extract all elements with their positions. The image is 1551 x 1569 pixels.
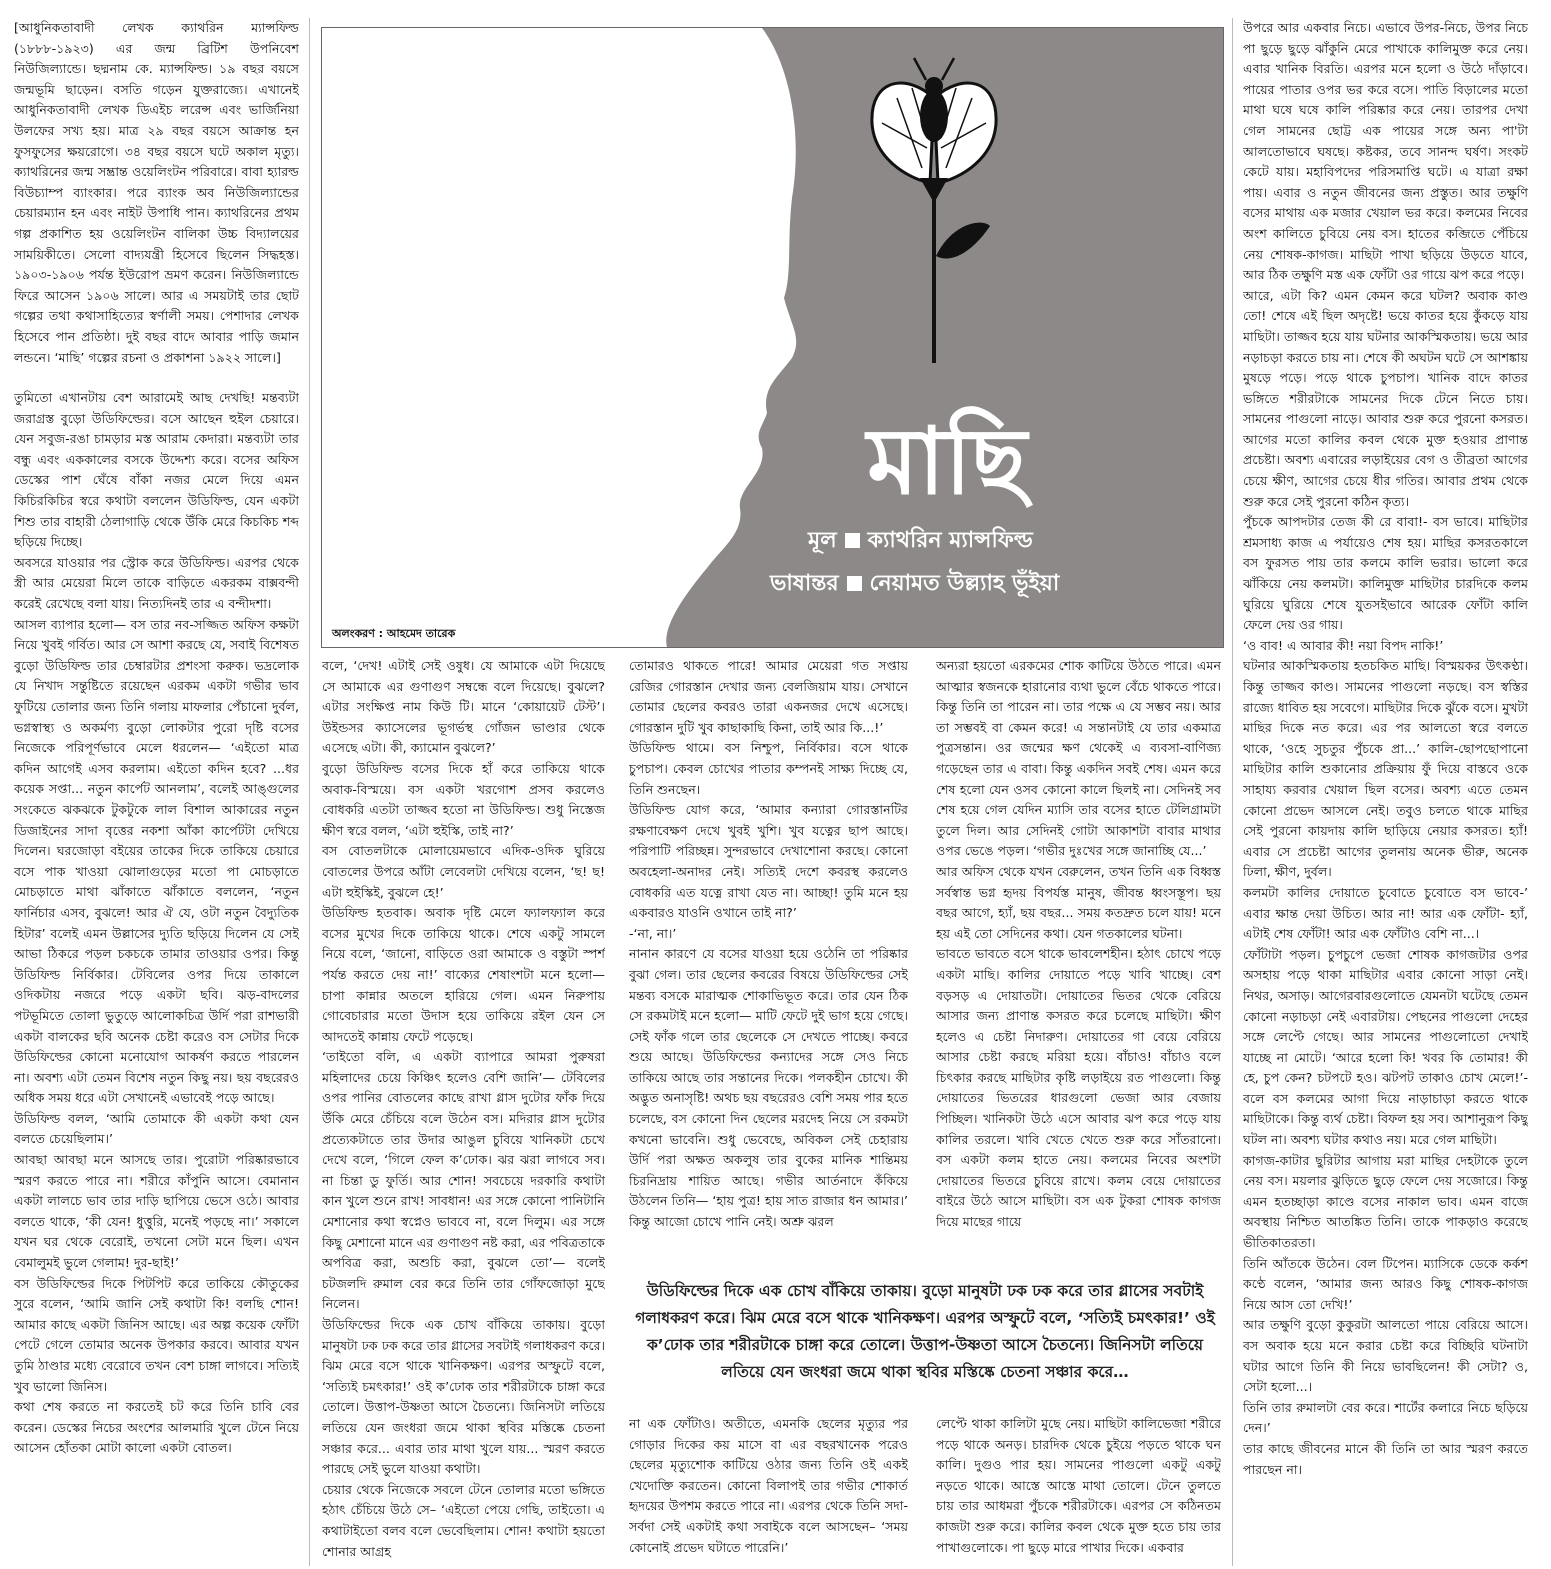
article-title: মাছি [867,407,1027,515]
translator-credit [770,566,1224,603]
column-1 [14,18,299,1566]
story-paragraph: উডিফিল্ডের দিকে এক চোখ বাঁকিয়ে তাকায়। বুড়ো মানুষটা ঢক ঢক করে তার গ্লাসের সবটাই গলাধকরণ করে। ঝিম মেরে বসে থাকে খানিকক্ষণ। এরপর অস্ফুটে বলে, ‘সত্যিই চমৎকার!’ ওই ক’ঢোক তার শরীরটাকে চাঙ্গা করে তোলে। উত্তাপ-উষ্ণতা আসে চৈতন্যে। জিনিসটা লতিয়ে লতিয়ে যেন জংধরা জমে থাকা স্থবির মস্তিষ্কে চেতনা সঞ্চার করে... এবার তার মাথা খুলে যায়... স্মরণ করতে পারছে সেই ভুলে যাওয়া কথাটা। [322,1317,605,1477]
story-paragraph: কথা শেষ করতে না করতেই চট করে তিনি চাবি বের করেন। ডেস্কের নিচের অংশের আলমারি খুলে টেনে নিয়ে আসেন হোঁতকা মোটা কালো একটা বোতল। [14,1399,299,1456]
column-2 [322,656,605,1566]
story-paragraph: চেয়ার থেকে নিজেকে সবলে টেনে তোলার মতো ভঙ্গিতে হঠাৎ চেঁচিয়ে উঠে সে– ‘এইতো পেয়ে গেছি, তাইতো। এ কথাটাইতো বলব বলে ভেবেছিলাম। শোন! কথাটা হয়তো শোনার আগ্রহ [322,1481,605,1559]
story-paragraph: বুড়ো উডিফিল্ড বসের দিকে হাঁ করে তাকিয়ে থাকে অবাক-বিস্ময়ে। বস একটা খরগোশ প্রসব করলেও বোধকরি এতটা তাজ্জব হতো না উডিফিল্ড। শুধু নিস্তেজ ক্ষীণ স্বরে বলল, ‘এটা হুইস্কি, তাই না?’ [322,760,605,838]
story-paragraph: উডিফিল্ড যোগ করে, ‘আমার কন্যারা গোরস্তানটির রক্ষণাবেক্ষণ দেখে খুবই খুশি। খুব যত্নের ছাপ আছে। পরিপাটি পরিচ্ছন্ন। সুন্দরভাবে দেখাশোনা করছে। কোনো অবহেলা-অনাদর নেই। সত্যিই দেশে কবরস্থ করলেও বোধকরি এত যত্নে রাখা যেত না। আচ্ছা! তুমি মনে হয় একবারও যাওনি ওখানে তাই না?’ [629,802,908,921]
flower-leaf [936,223,990,259]
credit-label: মূল [808,528,837,553]
story-paragraph: কলমটা কালির দোয়াতে চুবোতে চুবোতে বস ভাবে-’ এবার ক্ষান্ত দেয়া উচিত। আর না! আর এক ফোঁটা- হ্যাঁ, এটাই শেষ ফোঁটা! আর এক ফোঁটাও বেশি না...। [1243,884,1528,942]
intro-paragraph: [আধুনিকতাবাদী লেখক ক্যাথরিন ম্যান্সফিল্ড (১৮৮৮-১৯২৩) এর জন্ম ব্রিটিশ উপনিবেশ নিউজিল্যান্ডে। ছদ্মনাম কে. ম্যান্সফিল্ড। ১৯ বছর বয়সে জন্মভূমি ছাড়েন। বসতি গড়েন যুক্তরাজ্যে। এখানেই আধুনিকতাবাদী লেখক ডিএইচ লরেন্স এবং ভার্জিনিয়া উলফের সখ্য হয়। মাত্র ২৯ বছর বয়সে আক্রান্ত হন ফুসফুসের ক্ষয়রোগে। ৩৪ বছর বয়সে ঘটে অকাল মৃত্যু। ক্যাথরিনের জন্ম সম্ভ্রান্ত ওয়েলিংটন পরিবারে। বাবা হ্যারল্ড বিউচ্যাম্প ব্যাংকার। পরে ব্যাংক অব নিউজিল্যান্ডের চেয়ারম্যান হন এবং নাইট উপাধি পান। ক্যাথরিনের প্রথম গল্প প্রকাশিত হয় ওয়েলিংটন বালিকা উচ্চ বিদ্যালয়ের সাময়িকীতে। সেলো বাদ্যযন্ত্রী হিসেবে ছিলেন সিদ্ধহস্ত। ১৯০৩-১৯০৬ পর্যন্ত ইউরোপ ভ্রমণ করেন। নিউজিল্যান্ডে ফিরে আসেন ১৯০৬ সালে। আর এ সময়টাই তার ছোট গল্পের তথা কথাসাহিত্যের স্বর্ণালী সময়। পেশাদার লেখক হিসেবে পান প্রতিষ্ঠা। দুই বছর বাদে আবার পাড়ি জমান লন্ডনে। ‘মাছি’ গল্পের রচনা ও প্রকাশনা ১৯২২ সালে।] [14,20,299,365]
story-paragraph: ভাবতে ভাবতে বসে থাকে ভাবলেশহীন। হঠাৎ চোখে পড়ে একটা মাছি। কালির দোয়াতে পড়ে খাবি খাচ্ছে। বেশ বড়সড় এ দোয়াতটা। দোয়াতের ভিতর থেকে বেরিয়ে আসার জন্য প্রাণান্ত কসরত করে চলেছে মাছিটা। ক্ষীণ হলেও এ চেষ্টা নিদারুণ। দোয়াতের গা বেয়ে বেরিয়ে আসার চেষ্টা করছে মরিয়া হয়ে। বাঁচাও! বাঁচাও বলে চিৎকার করছে মাছিটার কৃষ্টি লড়াইয়ে রত পাগুলো। কিন্তু দোয়াতের ভিতরের ধারগুলো ভেজা আর বেজায় পিচ্ছিল। খানিকটা উঠে এসে আবার ঝপ করে পড়ে যায় কালির তরলে। খাবি খেতে খেতে শুরু করে সাঁতরানো। বস একটা কলম হাতে নেয়। কলমের নিবের অংশটা দোয়াতের ভিতরে চুবিয়ে রাখে। কলম বেয়ে দোয়াতের বাইরে উঠে আসে মাছিটা। বস এক টুকরা শোষক কাগজ দিয়ে মাছের গায়ে [936,946,1221,1230]
story-paragraph: আরে, এটা কি? এমন কেমন করে ঘটল? অবাক কাণ্ড তো! শেষে এই ছিল অদৃষ্টে! ভয়ে কাতর হয়ে কুঁকড়ে যায় মাছিটা। তাজ্জব হয়ে যায় ঘটনার আকস্মিকতায়। ভয়ে আর নড়াচড়া করতে চায় না। শেষে কী অঘটন ঘটে সে আশঙ্কায় মুষড়ে পড়ে। পড়ে থাকে চুপচাপ। খানিক বাদে কাতর ভঙ্গিতে শরীরটাকে সামনের দিকে টেনে নিতে চায়। সামনের পাগুলো নাড়ে। আবার শুরু করে পুরনো কসরত। আগের মতো কালির কবল থেকে মুক্ত হওয়ার প্রাণান্ত প্রচেষ্টা। অবশ্য এবারের লড়াইয়ের বেগ ও তীব্রতা আগের চেয়ে ক্ষীণ, আগের চেয়ে ধীর গতির। আবার প্রথম থেকে শুরু করে সেই পুরনো কঠিন কৃত্য। [1243,287,1528,509]
story-paragraph: তুমিতো এখানটায় বেশ আরামেই আছ দেখছি! মন্তব্যটা জরাগ্রস্ত বুড়ো উডিফিল্ডের। বসে আছেন হুইল চেয়ারে। যেন সবুজ-রঙা চামড়ার মস্ত আরাম কেদারা। মন্তব্যটা তার বন্ধু এবং এককালের বসকে উদ্দেশ্য করে। বসের অফিস ডেস্কের পাশ ঘেঁষে বাঁকা নজর মেলে দিয়ে এমন কিচিরকিচির স্বরে কথাটা বললেন উডিফিল্ড, যেন একটা শিশু তার বাহারী ঠেলাগাড়ি থেকে উঁকি মেরে কিচকিচ শব্দ ছড়িয়ে দিচ্ছে। [14,390,299,550]
column-divider [309,18,310,1566]
story-paragraph: বস উডিফিল্ডের দিকে পিটপিট করে তাকিয়ে কৌতুকের সুরে বলেন, ‘আমি জানি সেই কথাটা কি! বলছি শোন! আমার কাছে একটা জিনিস আছে। এর অল্প কয়েক ফোঁটা পেটে গেলে তোমার অনেক উপকার করবে। আবার যখন তুমি ঠাণ্ডার মধ্যে বেরোবে তখন বেশ চাঙ্গা লাগবে। সত্যিই খুব ভালো জিনিস। [14,1275,299,1394]
column-divider [1232,18,1233,1566]
story-paragraph: অবসরে যাওয়ার পর স্ট্রোক করে উডিফিল্ড। এরপর থেকে স্ত্রী আর মেয়েরা মিলে তাকে বাড়িতে একরকম বাক্সবন্দী করেই রেখেছে বলা যায়। নিত্যদিনই তার এ বন্দীদশা। [14,554,299,612]
illustration-credit: অলংকরণ : আহমেদ তারেক [332,627,456,640]
story-paragraph: ‘তাইতো বলি, এ একটা ব্যাপারে আমরা পুরুষরা মহিলাদের চেয়ে কিঞ্চিৎ হলেও বেশি জানি’— টেবিলের ওপর পানির বোতলের কাছে রাখা গ্লাস দুটোর ফাঁক দিয়ে উঁকি মেরে চেঁচিয়ে বলে উঠেন বস। মদিরার গ্লাস দুটোর প্রত্যেকটাতে তার উদার আঙুল চুবিয়ে খানিকটা চেখে দেখে বলে, ‘গিলে ফেল ক’ঢোক। ঝর ঝরা লাগবে সব। না চিন্তা ডু ফুর্তি। আর শোন! সবচেয়ে দরকারি কথাটা কান খুলে শুনে রাখ! সাবধান! এর সঙ্গে কোনো পানিটানি মেশানোর কথা স্বপ্নেও ভাববে না, বলে দিলুম। এর সঙ্গে কিছু মেশানো মানে এর গুণাগুণ নষ্ট করা, এর পবিত্রতাকে অপবিত্র করা, অশুচি করা, বুঝলে তো’— বলেই চটজলদি রুমাল বের করে তিনি তার গোঁফজোড়া মুছে নিলেন। [322,1049,605,1312]
story-paragraph: ঘটনার আকস্মিকতায় হতচকিত মাছি। বিস্ময়কর উৎকণ্ঠা। কিন্তু তাজ্জব কাণ্ড। সামনের পাগুলো নড়ছে। বস স্বস্তির রাজ্যে ধাবিত হয় সবেগে। মাছিটার দিকে ঝুঁকে বসে। মুখটা মাছির দিকে নত করে। এর পর আলতো স্বরে বলতে থাকে, ‘ওহে সুচতুর পুঁচকে প্রা...’ কালি-ছোপছোপানো মাছিটার কালি শুকানোর প্রক্রিয়ায় ফুঁ দিয়ে বাস্তবে ওকে সাহায্য করবার খেয়াল ছিল বসের। অবশ্য এতে তেমন কোনো প্রভেদ আসলে নেই। তবুও চলতে থাকে মাছির সেই পুরনো কায়দায় কালি ছাড়িয়ে নেয়ার কসরত। হ্যাঁ! এবার সে প্রচেষ্টা আগের তুলনায় অনেক ভীরু, অনেক ঢিলা, ক্ষীণ, দুর্বল। [1243,658,1528,880]
story-paragraph: কাগজ-কাটার ছুরিটার আগায় মরা মাছির দেহটাকে তুলে নেয় বস। ময়লার ঝুড়িতে ছুড়ে ফেলে দেয় সজোরে। কিন্তু এমন হতচ্ছাড়া কাণ্ডে বসের নাকাল ভাব। এমন বাজে অবস্থায় নিশ্চিত আতঙ্কিত তিনি। তাকে পাকড়াও করেছে ভীতিকাতরতা। [1243,1152,1528,1251]
story-paragraph: উডিফিল্ড থামে। বস নিশ্চুপ, নির্বিকার। বসে থাকে চুপচাপ। কেবল চোখের পাতার কম্পনই সাক্ষ্য দিচ্ছে যে, তিনি শুনছেন। [629,740,908,797]
story-paragraph: আবছা আবছা মনে আসছে তার। পুরোটা পরিষ্কারভাবে স্মরণ করতে পারে না। শরীরে কাঁপুনি আসে। বেমানান একটা লালচে ভাব তার দাড়ি ছাপিয়ে ভেসে ওঠে। আবার বলতে থাকে, ‘কী যেন! ধুত্তুরি, মনেই পড়ছে না।’ সকালে যখন ঘর থেকে বেরোই, তখনো সেটা মনে ছিল। এখন বেমালুমই ভুলে গেলাম! দুর-ছাই!’ [14,1152,299,1271]
story-paragraph: ‘ও বাব! এ আবার কী! নয়া বিপদ নাকি!’ [1243,637,1444,653]
credit-label: ভাষান্তর [770,571,839,596]
story-paragraph: ফোঁটাটা পড়ল। চুপচুপে ভেজা শোষক কাগজটার ওপর অসহায় পড়ে থাকা মাছিটার এবার কোনো সাড়া নেই। নিথর, অসাড়। আগেরবারগুলোতে যেমনটা ঘটেছে তেমন কোনো নড়াচড়া নেই এবারটায়। পেছনের পাগুলো দেহের সঙ্গে লেপ্টে গেছে। আর সামনের পাগুলোতো দেখাই যাচ্ছে না মোটে। ‘আরে হলো কি! খবর কি তোমার! কী হে, চুপ কেন? চটপটে হও। ঝটপট তাকাও চোখ মেলে!’- বলে বস কলমের আগা দিয়ে নাড়াচাড়া করতে থাকে মাছিটাকে। কিন্তু ব্যর্থ চেষ্টা। বিফল হয় সব। আশানুরূপ কিছু ঘটল না। অবশ্য ঘটার কথাও নয়। মরে গেল মাছিটা। [1243,946,1528,1148]
story-paragraph: বস বোতলটাকে মোলায়েমভাবে এদিক-ওদিক ঘুরিয়ে বোতলের উপরে আঁটা লেবেলটা দেখিয়ে বলেন, ‘ছ! ছ! এটা হুইস্কিই, বুঝলে হে!’ [322,843,605,900]
pull-quote: উডিফিল্ডের দিকে এক চোখ বাঁকিয়ে তাকায়। বুড়ো মানুষটা ঢক ঢক করে তার গ্লাসের সবটাই গলাধকরণ করে। ঝিম মেরে বসে থাকে খানিকক্ষণ। এরপর অস্ফুটে বলে, ‘সত্যিই চমৎকার!’ ওই ক’ঢোক তার শরীরটাকে চাঙ্গা করে তোলে। উত্তাপ-উষ্ণতা আসে চৈতন্যে। জিনিসটা লতিয়ে লতিয়ে যেন জংধরা জমে থাকা স্থবির মস্তিষ্কে চেতনা সঞ্চার করে… [635,1282,1215,1381]
story-paragraph: তিনি তার রুমালটা বের করে। শার্টের কলারে নিচে ছড়িয়ে দেন।’ [1243,1399,1528,1436]
hero-illustration [321,27,1224,648]
story-paragraph: উডিফিল্ড হতবাক। অবাক দৃষ্টি মেলে ফ্যালফ্যাল করে বসের মুখের দিকে তাকিয়ে থাকে। শেষে একটু সামলে নিয়ে বলে, ‘জানো, বাড়িতে ওরা আমাকে ও বস্তুটা স্পর্শ পর্যন্ত করতে দেয় না!’ বাক্যের শেষাংশটা মনে হলো— চাপা কান্নার অতলে হারিয়ে গেল। এমন নিরুপায় গোবেচারার মতো উদাস হয়ে তাকিয়ে রইল যেন সে আদতেই কান্নায় ফেটে পড়েছে। [322,905,605,1044]
story-paragraph: না এক ফোঁটাও। অতীতে, এমনকি ছেলের মৃত্যুর পর গোড়ার দিকের কয় মাসে বা এর বছরখানেক পরেও ছেলের মৃত্যুশোক কাটিয়ে ওঠার জন্য তিনি ওই একই খেদোক্তি করতেন। কোনো বিলাপই তার গভীর শোকার্ত হৃদয়ের উপশম করতে পারে না। এরপর থেকে তিনি সদা-সর্বদা সেই একটাই কথা সবাইকে বলে আসছেন– ‘সময় কোনোই প্রভেদ ঘটাতে পারেনি।’ [629,1416,908,1555]
column-3-bottom-right [936,1414,1221,1566]
column-3 [629,656,1221,1566]
square-bullet-icon [847,576,862,591]
story-paragraph: আসল ব্যাপার হলো— বস তার নব-সজ্জিত অফিস কক্ষটা নিয়ে খুবই গর্বিত। আর সে আশা করছে যে, সবাই বিশেষত বুড়ো উডিফিল্ড তার চেম্বারটার প্রশংসা করুক। ভদ্রলোক যে নিখাদ সন্তুষ্টিতে রয়েছেন এরকম একটা গভীর ভাব ফুটিয়ে তোলার জন্য তিনি গলায় মাফলার পেঁচানো দুর্বল, ভগ্নস্বাস্থ্য ও অকর্মণ্য বুড়ো লোকটার পুরো দৃষ্টি বসের নিজেকে পরিপূর্ণভাবে মেলে ধরলেন— ‘এইতো মাত্র কদিন আগেই এসব করলাম। এইতো কদিন হবে? ...ধর কয়েক সপ্তা... নতুন কার্পেট আনলাম’, বলেই আঙ্গুলের সংকেতে ঝকঝকে টুকটুকে লাল বিশাল আকারের নতুন ডিজাইনের সাদা বৃত্তের নকশা আঁকা কার্পেটটা দেখিয়ে দিলেন। ঘরজোড়া বইয়ের তাকের দিকে তাকিয়ে চেয়ারে বসে পাক খাওয়া ঝোলাগুড়ের মতো পা মোচড়াতে মোচড়াতে মাথা ঝাঁকাতে ঝাঁকাতে বললেন, ‘নতুন ফার্নিচার এসব, বুঝলে! আর ঐ যে, ওটা নতুন বৈদ্যুতিক হিটার’ বলেই এমন উল্লাসের দ্যুতি ছড়িয়ে দিলেন যে সেই আভা ঠিকরে পড়ল চকচকে তামার তাওয়ার ওপর। কিন্তু উডিফিল্ড নির্বিকার। টেবিলের ওপর দিয়ে তাকালে ওদিকটায় নজরে পড়ে একটা ছবি। ঝড়-বাদলের পটভূমিতে তোলা ভুতুড়ে আলোকচিত্র উর্দি পরা রাশভারী একটা বালকের ছবি অনেক চেষ্টা করেও বস সেটার দিকে উডিফিল্ডের কোনো মনোযোগ আকর্ষণ করতে পারলেন না। অবশ্য এটা তেমন বিশেষ নতুন কিছু নয়। ছয় বছরেরও অধিক সময় ধরে এটা সেখানেই এভাবেই পড়ে আছে। [14,616,299,1106]
story-paragraph: উডিফিল্ড বলল, ‘আমি তোমাকে কী একটা কথা যেন বলতে চেয়েছিলাম।’ [14,1110,299,1147]
original-author-credit [808,523,1224,560]
story-paragraph: তোমারও থাকতে পারে! আমার মেয়েরা গত সপ্তায় রেজির গোরস্তান দেখার জন্য বেলজিয়াম যায়। সেখানে তোমার ছেলের কবরও তারা একনজর দেখে এসেছে। গোরস্তান দুটি খুব কাছাকাছি কিনা, তাই আর কি...!’ [629,658,908,735]
story-paragraph: অন্যরা হয়তো এরকমের শোক কাটিয়ে উঠতে পারে। এমন আত্মার স্বজনকে হারানোর ব্যথা ভুলে বেঁচে থাকতে পারে। কিন্তু তিনি তা পারেন না। তার পক্ষে এ যে সম্ভব নয়। আর তা সম্ভবই বা কেমন করে! এ সন্তানটাই যে তার একমাত্র পুত্রসন্তান। ওর জন্মের ক্ষণ থেকেই এ ব্যবসা-বাণিজ্য গড়েছেন তার এ বাবা। কিন্তু একদিন সবই শেষ। এমন করে শেষ হলো যেন ওসব কোনো কালে ছিলই না। সেদিনই সব শেষ হয়ে গেল যেদিন ম্যাসি তার বসের হাতে টেলিগ্রামটা তুলে দিল। আর সেদিনই গোটা আকাশটা বাবার মাথার ওপর ভেঙে পড়ল। ‘গভীর দুঃখের সঙ্গে জানাচ্ছি যে...’ [936,658,1221,859]
story-paragraph: আর অফিস থেকে যখন বেরুলেন, তখন তিনি এক বিধ্বস্ত সর্বস্বান্ত ভগ্ন হৃদয় বিপর্যস্ত মানুষ, জীবন্ত ধ্বংসস্তূপ। ছয় বছর আগে, হ্যাঁ, ছয় বছর... সময় কতদ্রুত চলে যায়! মনে হয় এই তো সেদিনের কথা। যেন গতকালের ঘটনা। [936,863,1221,941]
story-paragraph: পুঁচকে আপদটার তেজ কী রে বাবা!- বস ভাবে। মাছিটার শ্রমসাধ্য কাজ এ পর্যায়েও শেষ হয়। মাছির কসরতকালে বস ফুরসত পায় তার কলমে কালি ভরার। ভালো করে ঝাঁকিয়ে নেয় কলমটা। কালিমুক্ত মাছিটার চারদিকে কলম ঘুরিয়ে ঘুরিয়ে শেষে যুতসইভাবে আরেক ফোঁটা কালি ফেলে দেয় ওর গায়। [1243,514,1528,633]
translator-name: নেয়ামত উল্ল্যাহ ভূঁইয়া [869,571,1060,596]
story-paragraph: উপরে আর একবার নিচে। এভাবে উপর-নিচে, উপর নিচে পা ছুড়ে ছুড়ে ঝাঁকুনি মেরে পাখাকে কালিমুক্ত করে নেয়। এবার খানিক বিরতি। এরপর মনে হলো ও উঠে দাঁড়াবে। পায়ের পাতার ওপর ভর করে বসে। পাতি বিড়ালের মতো মাথা ঘষে ঘষে কালি পরিষ্কার করে নেয়। তারপর দেখা গেল সামনের ছোট্ট এক পায়ের সঙ্গে অন্য পা'টা আলতোভাবে ঘষছে। কষ্টকর, তবে সানন্দ ঘর্ষণ। সংকট কেটে যায়। মহাবিপদের পরিসমাপ্তি ঘটে। এ যাত্রা রক্ষা পায়। এবার ও নতুন জীবনের জন্য প্রস্তুত। আর তক্ষুণি বসের মাথায় এক মজার খেয়াল ভর করে। কলমের নিবের অংশ কালিতে চুবিয়ে নেয় বস। হাতের কব্জিতে পেঁচিয়ে নেয় শোষক-কাগজ। মাছিটা পাখা ছড়িয়ে উড়তে যাবে, আর ঠিক তক্ষুণি মস্ত এক ফোঁটা ওর গায়ে ঝপ করে পড়ে। [1243,20,1528,283]
column-3-right [936,656,1221,1266]
story-paragraph: নানান কারণে যে বসের যাওয়া হয়ে ওঠেনি তা পরিষ্কার বুঝা গেল। তার ছেলের কবরের বিষয়ে উডিফিল্ডের সেই মন্তব্য বসকে মারাত্মক শোকাভিভূত করে। তার যেন ঠিক সে রকমটাই মনে হলো— মাটি ফেটে দুই ভাগ হয়ে গেছে। সেই ফাঁক গলে তার ছেলেকে সে দেখতে পাচ্ছে। কবরে শুয়ে আছে। উডিফিল্ডের কন্যাদের সঙ্গে সেও নিচে তাকিয়ে আছে তার সন্তানের দিকে। পলকহীন চোখে। কী অদ্ভুত অনাসৃষ্টি! অথচ ছয় বছরেরও বেশি সময় পার হতে চলেছে, বস কোনো দিন ছেলের মরদেহ নিয়ে সে রকমটা কখনো ভাবেনি। শুধু ভেবেছে, অবিকল সেই চেহারায় উর্দি পরা অক্ষত অকলুষ তার বুকের মানিক শান্তিময় চিরনিদ্রায় শায়িত আছে। গভীর আর্তনাদে কঁকিয়ে উঠলেন তিনি— ‘হায় পুত্র! হায় সাত রাজার ধন আমার।’ কিন্তু আজো চোখে পানি নেই। অশ্রু ঝরল [629,946,908,1230]
story-paragraph: -‘না, না।’ [629,925,677,941]
head-silhouette [322,28,796,647]
story-paragraph: লেপ্টে থাকা কালিটা মুছে নেয়। মাছিটা কালিভেজা শরীরে পড়ে থাকে অনড়। চারদিক থেকে চুইয়ে পড়তে থাকে ঘন কালি। দুগুও পার হয়। সামনের পাগুলো একটু একটু নড়তে থাকে। আস্তে আস্তে মাথা তোলে। টেনে তুলতে চায় তার আধমরা পুঁচকে শরীরটাকে। এরপর সে কঠিনতম কাজটা শুরু করে। কালির কবল থেকে মুক্ত হতে চায় তার পাখাগুলোকে। পা ছুড়ে মারে পাখার দিকে। একবার [936,1416,1221,1555]
column-3-left [629,656,908,1266]
story-paragraph: বলে, ‘দেখ! এটাই সেই ওষুধ। যে আমাকে এটা দিয়েছে সে আমাকে এর গুণাগুণ সম্বন্ধে বলে দিয়েছে। বুঝলে? এটার সংক্ষিপ্ত নাম কিউ টি। মানে ‘কোয়ায়েট টেস্ট’। উইন্ডসর ক্যাসেলের ভূগর্ভস্থ গোঁজন ভাণ্ডার থেকে এসেছে এটা। কী, ক্যামোন বুঝলে?’ [322,658,605,756]
story-paragraph: তার কাছে জীবনের মানে কী তিনি তা আর স্মরণ করতে পারছেন না। [1243,1440,1528,1477]
fly-flower-icon [872,58,996,203]
story-paragraph: তিনি আঁতকে উঠেন। বেল টিপেন। ম্যাসিকে ডেকে কর্কশ কণ্ঠে বলেন, ‘আমার জন্য আরও কিছু শোষক-কাগজ নিয়ে আস তো দেখি!’ [1243,1255,1528,1312]
column-4 [1243,18,1528,1566]
story-paragraph: আর তক্ষুণি বুড়ো কুকুরটা আলতো পায়ে বেরিয়ে আসে। বস অবাক হয়ে মনে করার চেষ্টা করে বিচ্ছিরি ঘটনাটা ঘটার আগে তিনি কী নিয়ে ভাবছিলেন! কী সেটা? ও, সেটা হলো...। [1243,1317,1528,1395]
author-name: ক্যাথরিন ম্যান্সফিল্ড [867,528,1033,553]
column-3-bottom-left [629,1414,908,1566]
square-bullet-icon [845,533,860,548]
